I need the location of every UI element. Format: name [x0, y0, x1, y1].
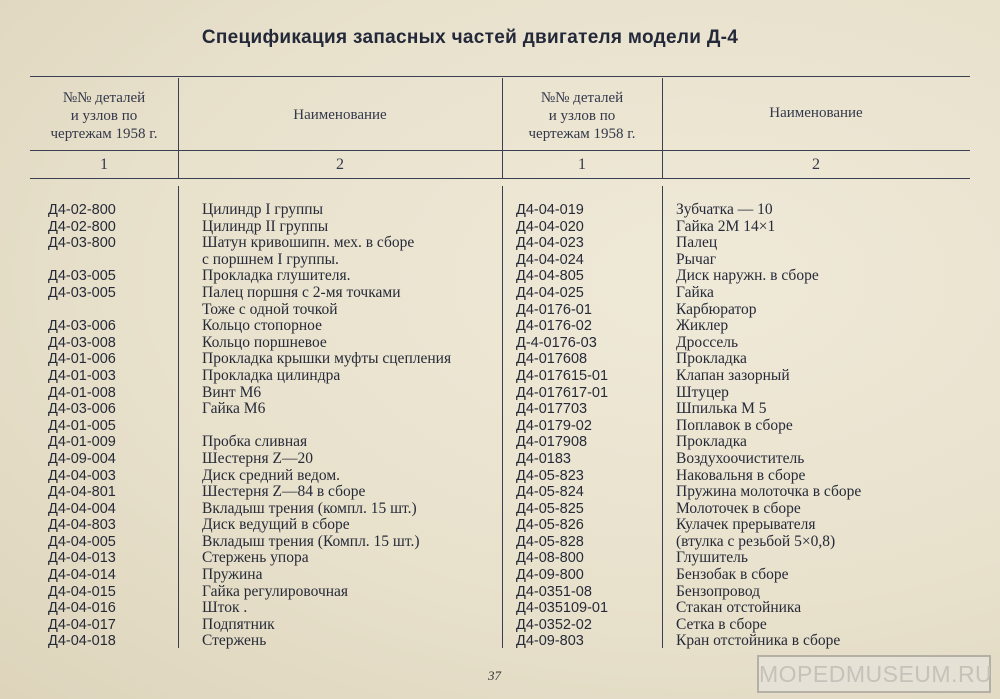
- part-name: Вкладыш трения (компл. 15 шт.): [202, 499, 417, 517]
- part-name: Диск средний ведом.: [202, 466, 341, 484]
- part-name: Шпилька М 5: [676, 400, 767, 418]
- table-top-rule: [30, 76, 970, 77]
- part-name: Глушитель: [676, 549, 748, 567]
- part-name: Молоточек в сборе: [676, 499, 801, 517]
- divider-2-body: [502, 186, 503, 648]
- part-code: Д4-03-005: [48, 268, 116, 285]
- part-code: Д4-0179-02: [516, 417, 592, 434]
- part-code: Д4-04-018: [48, 633, 116, 650]
- header-name-right: Наименование: [769, 105, 863, 121]
- part-name: Стакан отстойника: [676, 599, 802, 617]
- part-code: Д4-03-006: [48, 401, 116, 418]
- divider-3-body: [662, 186, 663, 648]
- part-name: Гайка: [676, 283, 714, 301]
- part-code: Д4-04-005: [48, 533, 116, 550]
- part-code: Д4-02-800: [48, 202, 116, 218]
- part-name: Шатун кривошипн. мех. в сборе: [202, 234, 415, 252]
- part-code: Д4-0183: [516, 450, 571, 467]
- header-line: и узлов по: [70, 108, 138, 124]
- part-name: Кулачек прерывателя: [676, 516, 816, 534]
- part-name: Прокладка цилиндра: [202, 366, 341, 384]
- part-name: [202, 418, 451, 435]
- part-name: Винт М6: [202, 383, 262, 401]
- part-name: Пробка сливная: [202, 433, 308, 451]
- page-title: Спецификация запасных частей двигателя модели Д-4: [201, 27, 739, 48]
- part-code: [48, 252, 116, 269]
- left-names-column: [202, 202, 451, 650]
- header-part-no-left: [30, 89, 178, 143]
- part-name: Подпятник: [202, 615, 275, 633]
- part-name: Бензобак в сборе: [676, 566, 789, 584]
- part-name: Прокладка: [676, 433, 747, 451]
- part-name: Клапан зазорный: [676, 366, 790, 384]
- header-name-left: Наименование: [293, 107, 387, 123]
- part-code: Д4-05-823: [516, 467, 584, 484]
- col-number-1-left: 1: [100, 156, 108, 173]
- part-code: Д4-04-024: [516, 251, 584, 268]
- part-code: Д4-04-025: [516, 284, 584, 301]
- part-name: Стержень: [202, 632, 267, 650]
- part-name: Прокладка крышки муфты сцепления: [202, 350, 452, 368]
- header-rule: [30, 150, 970, 151]
- part-name: Кольцо стопорное: [202, 317, 322, 335]
- part-code: Д4-01-005: [48, 417, 116, 434]
- part-code: Д4-09-004: [48, 450, 116, 467]
- number-row-rule: [30, 178, 970, 179]
- part-code: Д4-0176-02: [516, 318, 592, 335]
- part-code: Д4-0351-08: [516, 583, 592, 600]
- part-name: Цилиндр II группы: [202, 217, 329, 235]
- part-name: Воздухоочиститель: [676, 449, 805, 467]
- header-line: №№ деталей: [62, 90, 146, 106]
- part-code: Д4-04-016: [48, 600, 116, 617]
- part-name: Дроссель: [676, 333, 739, 351]
- part-name: Зубчатка — 10: [676, 201, 773, 218]
- right-names-column: [676, 202, 861, 650]
- part-code: Д4-05-826: [516, 517, 584, 534]
- left-codes-column: [48, 202, 116, 650]
- part-code: Д4-017908: [516, 434, 588, 451]
- part-code: Д4-01-006: [48, 351, 116, 368]
- part-name: Гайка М6: [202, 400, 266, 418]
- part-code: Д4-03-005: [48, 284, 116, 301]
- part-name: Шток .: [202, 599, 248, 617]
- part-name: Кран отстойника в сборе: [676, 632, 841, 650]
- part-code: Д4-0176-01: [516, 301, 592, 318]
- part-name: Гайка регулировочная: [202, 582, 349, 600]
- part-name: Штуцер: [676, 383, 729, 401]
- part-name: Шестерня Z—20: [202, 449, 313, 467]
- header-line: чертежам 1958 г.: [528, 126, 636, 142]
- col-number-2-left: 2: [336, 156, 344, 173]
- part-name: Пружина: [202, 566, 263, 584]
- part-name: Цилиндр I группы: [202, 201, 324, 218]
- part-code: Д4-04-803: [48, 517, 116, 534]
- part-name: Шестерня Z—84 в сборе: [202, 483, 366, 501]
- part-code: Д4-04-801: [48, 484, 116, 501]
- part-code: Д4-04-023: [516, 235, 584, 252]
- part-code: Д4-017615-01: [516, 367, 609, 384]
- part-name: Пружина молоточка в сборе: [676, 483, 862, 501]
- part-code: Д4-04-805: [516, 268, 584, 285]
- part-code: Д4-035109-01: [516, 600, 609, 617]
- part-name: Прокладка: [676, 350, 747, 368]
- col-number-1-right: 1: [578, 156, 586, 173]
- part-code: Д4-04-019: [516, 202, 584, 218]
- part-code: Д4-017703: [516, 401, 588, 418]
- part-code: [48, 302, 116, 319]
- part-name: Палец: [676, 234, 718, 252]
- header-line: и узлов по: [548, 108, 616, 124]
- part-code: Д4-017608: [516, 351, 588, 368]
- right-codes-column: [516, 202, 608, 650]
- part-code: Д4-01-003: [48, 367, 116, 384]
- part-code: Д4-05-824: [516, 484, 584, 501]
- part-name: Гайка 2М 14×1: [676, 217, 776, 235]
- watermark: MOPEDMUSEUM.RU: [757, 655, 991, 693]
- part-name: Бензопровод: [676, 582, 761, 600]
- part-name: Сетка в сборе: [676, 615, 767, 633]
- header-line: чертежам 1958 г.: [50, 126, 158, 142]
- part-name: Рычаг: [676, 250, 717, 268]
- part-code: Д4-04-004: [48, 500, 116, 517]
- part-code: Д4-04-015: [48, 583, 116, 600]
- part-name: Вкладыш трения (Компл. 15 шт.): [202, 532, 420, 550]
- page-number: 37: [488, 668, 501, 683]
- part-name: Тоже с одной точкой: [202, 300, 338, 318]
- part-code: Д4-04-013: [48, 550, 116, 567]
- part-name: Карбюратор: [676, 300, 757, 318]
- part-name: Наковальня в сборе: [676, 466, 806, 484]
- part-code: Д4-04-017: [48, 616, 116, 633]
- part-code: Д-4-0176-03: [516, 334, 597, 351]
- part-code: Д4-03-800: [48, 235, 116, 252]
- part-code: Д4-03-008: [48, 334, 116, 351]
- part-code: Д4-04-020: [516, 218, 584, 235]
- part-name: Жиклер: [676, 317, 729, 335]
- part-code: Д4-01-008: [48, 384, 116, 401]
- part-name: Кольцо поршневое: [202, 333, 327, 351]
- part-code: Д4-0352-02: [516, 616, 592, 633]
- part-code: Д4-01-009: [48, 434, 116, 451]
- part-name: с поршнем I группы.: [202, 250, 339, 268]
- part-code: Д4-04-014: [48, 567, 116, 584]
- part-name: (втулка с резьбой 5×0,8): [676, 532, 836, 550]
- part-code: Д4-08-800: [516, 550, 584, 567]
- col-number-2-right: 2: [812, 156, 820, 173]
- part-code: Д4-05-825: [516, 500, 584, 517]
- divider-1-body: [178, 186, 179, 648]
- part-name: Прокладка глушителя.: [202, 267, 351, 285]
- part-name: Диск наружн. в сборе: [676, 267, 819, 285]
- header-part-no-right: [502, 89, 662, 143]
- part-name: Поплавок в сборе: [676, 416, 793, 434]
- part-code: Д4-017617-01: [516, 384, 609, 401]
- part-name: Стержень упора: [202, 549, 309, 567]
- part-name: Диск ведущий в сборе: [202, 516, 350, 534]
- part-code: Д4-04-003: [48, 467, 116, 484]
- part-code: Д4-02-800: [48, 218, 116, 235]
- part-code: Д4-09-800: [516, 567, 584, 584]
- part-code: Д4-05-828: [516, 533, 584, 550]
- header-line: №№ деталей: [540, 90, 624, 106]
- part-code: Д4-03-006: [48, 318, 116, 335]
- part-code: Д4-09-803: [516, 633, 584, 650]
- part-name: Палец поршня с 2-мя точками: [202, 283, 401, 301]
